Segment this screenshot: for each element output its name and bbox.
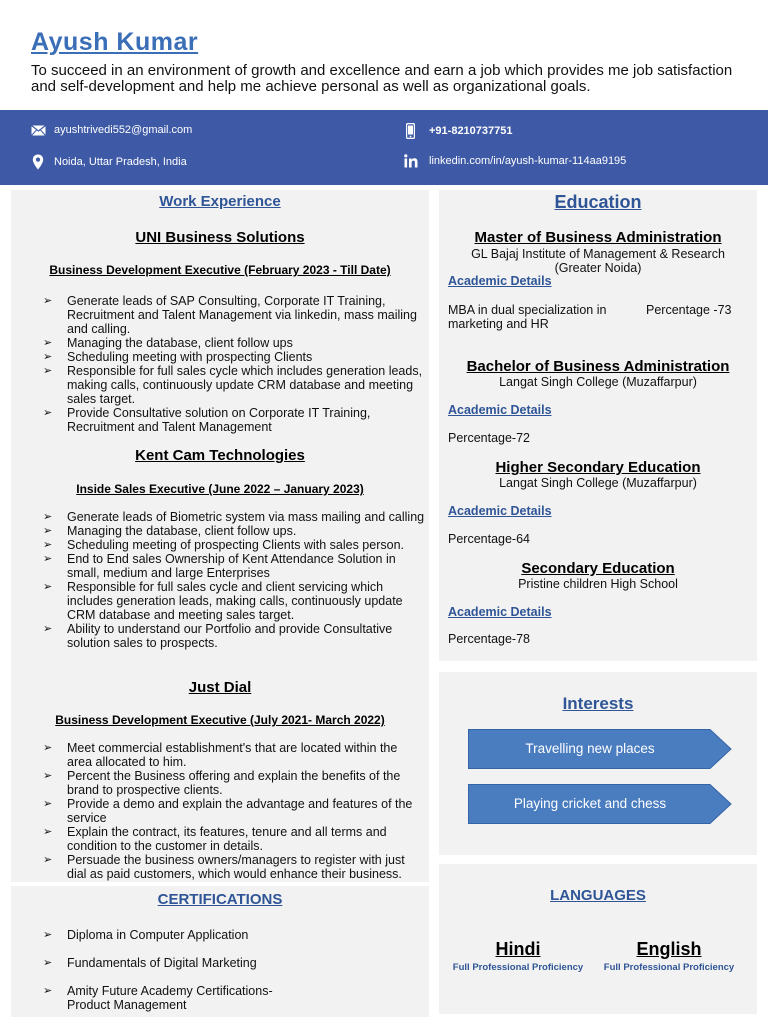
languages-panel	[439, 864, 757, 1014]
list-item: ➢ Fundamentals of Digital Marketing	[43, 956, 257, 970]
academic-details-link[interactable]: Academic Details	[448, 403, 552, 417]
institute-name: GL Bajaj Institute of Management & Research (Greater Noida)	[471, 247, 725, 275]
list-item: ➢ Diploma in Computer Application	[43, 928, 249, 942]
list-item: ➢ Responsible for full sales cycle and client servicing which includes generation leads, making calls, continuously update CRM database and meeting sales target.	[43, 580, 403, 622]
percentage: Percentage-64	[448, 532, 531, 546]
percentage: Percentage-78	[448, 632, 531, 646]
list-item: ➢ Percent the Business offering and explain the benefits of the brand to prospective clients.	[43, 769, 401, 797]
language-name: Hindi	[495, 939, 541, 959]
list-item: ➢ Generate leads of SAP Consulting, Corporate IT Training, Recruitment and Talent Management via linkedin, mass mailing and calling.	[43, 294, 417, 336]
percentage: Percentage-72	[448, 431, 531, 445]
degree-title: Bachelor of Business Administration	[466, 358, 730, 375]
list-item: ➢ Meet commercial establishment's that are located within the area allocated to him.	[43, 741, 398, 769]
arrowhead-bullet-icon: ➢	[43, 539, 53, 551]
arrowhead-bullet-icon: ➢	[43, 511, 53, 523]
list-item: ➢ Scheduling meeting of prospecting Clients with sales person.	[43, 538, 404, 552]
arrowhead-bullet-icon: ➢	[43, 351, 53, 363]
degree-title: Higher Secondary Education	[495, 459, 701, 476]
education-panel	[439, 190, 757, 661]
job-role: Inside Sales Executive (June 2022 – January 2023)	[76, 482, 364, 496]
contact-bar	[0, 110, 768, 185]
job-duties-list	[35, 294, 425, 434]
contact-phone[interactable]	[406, 123, 513, 139]
location-text: Noida, Uttar Pradesh, India	[54, 156, 187, 168]
arrowhead-bullet-icon: ➢	[43, 623, 53, 635]
list-item: ➢ Responsible for full sales cycle which includes generation leads, making calls, continuously update CRM database and meeting sales target.	[43, 364, 423, 406]
linkedin-icon	[404, 154, 418, 168]
language-item	[445, 939, 591, 973]
arrowhead-bullet-icon: ➢	[43, 337, 53, 349]
academic-details-link[interactable]: Academic Details	[448, 605, 552, 619]
company-name: Kent Cam Technologies	[135, 447, 305, 464]
arrowhead-bullet-icon: ➢	[43, 985, 53, 997]
company-name: UNI Business Solutions	[135, 229, 305, 246]
phone-text: +91-8210737751	[429, 125, 513, 137]
job-duties-list	[35, 741, 425, 881]
job-duties-list	[35, 510, 425, 650]
degree-detail: MBA in dual specialization in marketing and HR	[448, 303, 607, 331]
language-name: English	[636, 939, 702, 959]
education-heading: Education	[554, 192, 642, 212]
list-item: ➢ Scheduling meeting with prospecting Clients	[43, 350, 313, 364]
list-item: ➢ Managing the database, client follow ups.	[43, 524, 297, 538]
arrowhead-bullet-icon: ➢	[43, 407, 53, 419]
list-item: ➢ Persuade the business owners/managers to register with just dial as paid customers, which would enhance their business.	[43, 853, 405, 881]
mobile-phone-icon	[406, 123, 415, 139]
certifications-list	[35, 928, 425, 1012]
arrowhead-bullet-icon: ➢	[43, 295, 53, 307]
arrowhead-bullet-icon: ➢	[43, 553, 53, 565]
job-role: Business Development Executive (July 2021- March 2022)	[55, 713, 385, 727]
list-item: ➢ Provide Consultative solution on Corporate IT Training, Recruitment and Talent Management	[43, 406, 371, 434]
arrowhead-bullet-icon: ➢	[43, 826, 53, 838]
arrowhead-bullet-icon: ➢	[43, 525, 53, 537]
arrowhead-bullet-icon: ➢	[43, 742, 53, 754]
list-item: ➢ Explain the contract, its features, tenure and all terms and condition to the customer in details.	[43, 825, 387, 853]
arrowhead-bullet-icon: ➢	[43, 798, 53, 810]
arrowhead-bullet-icon: ➢	[43, 770, 53, 782]
interest-chip	[468, 729, 732, 769]
contact-linkedin[interactable]	[404, 154, 626, 168]
interest-label: Playing cricket and chess	[513, 796, 667, 811]
contact-email[interactable]	[31, 124, 192, 136]
institute-name: Pristine children High School	[518, 577, 678, 591]
list-item: ➢ Managing the database, client follow ups	[43, 336, 293, 350]
arrowhead-bullet-icon: ➢	[43, 957, 53, 969]
linkedin-text: linkedin.com/in/ayush-kumar-114aa9195	[429, 155, 627, 167]
interests-heading: Interests	[562, 694, 634, 713]
interest-label: Travelling new places	[525, 741, 655, 756]
academic-details-link[interactable]: Academic Details	[448, 274, 552, 288]
certifications-heading: CERTIFICATIONS	[157, 891, 283, 908]
list-item: ➢ Provide a demo and explain the advantage and features of the service	[43, 797, 413, 825]
degree-title: Secondary Education	[521, 560, 675, 577]
language-level: Full Professional Proficiency	[603, 962, 735, 973]
certifications-panel	[11, 886, 429, 1017]
arrowhead-bullet-icon: ➢	[43, 581, 53, 593]
career-objective: To succeed in an environment of growth and excellence and earn a job which provides me job satisfaction and self-development and help me achieve personal as well as organizational goals.	[31, 62, 733, 95]
language-item	[596, 939, 742, 973]
candidate-name: Ayush Kumar	[31, 28, 199, 56]
work-experience-panel	[11, 190, 429, 882]
arrowhead-bullet-icon: ➢	[43, 854, 53, 866]
language-level: Full Professional Proficiency	[452, 962, 584, 973]
contact-location	[32, 154, 187, 170]
company-name: Just Dial	[188, 679, 252, 696]
job-role: Business Development Executive (February 2023 - Till Date)	[49, 263, 391, 277]
institute-name: Langat Singh College (Muzaffarpur)	[499, 476, 697, 490]
envelope-icon	[31, 125, 46, 136]
list-item: ➢ Generate leads of Biometric system via mass mailing and calling	[43, 510, 425, 524]
institute-name: Langat Singh College (Muzaffarpur)	[499, 375, 697, 389]
list-item: ➢ Amity Future Academy Certifications- Product Management	[43, 984, 273, 1012]
work-experience-heading: Work Experience	[159, 193, 281, 210]
interest-chip	[468, 784, 732, 824]
list-item: ➢ End to End sales Ownership of Kent Attendance Solution in small, medium and large Enterprises	[43, 552, 396, 580]
degree-title: Master of Business Administration	[474, 229, 722, 246]
interests-panel	[439, 672, 757, 855]
email-text: ayushtrivedi552@gmail.com	[54, 124, 193, 136]
languages-heading: LANGUAGES	[550, 887, 646, 904]
academic-details-link[interactable]: Academic Details	[448, 504, 552, 518]
map-pin-icon	[32, 154, 44, 170]
list-item: ➢ Ability to understand our Portfolio and provide Consultative solution sales to prospects.	[43, 622, 393, 650]
arrowhead-bullet-icon: ➢	[43, 929, 53, 941]
percentage: Percentage -73	[646, 303, 732, 317]
arrowhead-bullet-icon: ➢	[43, 365, 53, 377]
